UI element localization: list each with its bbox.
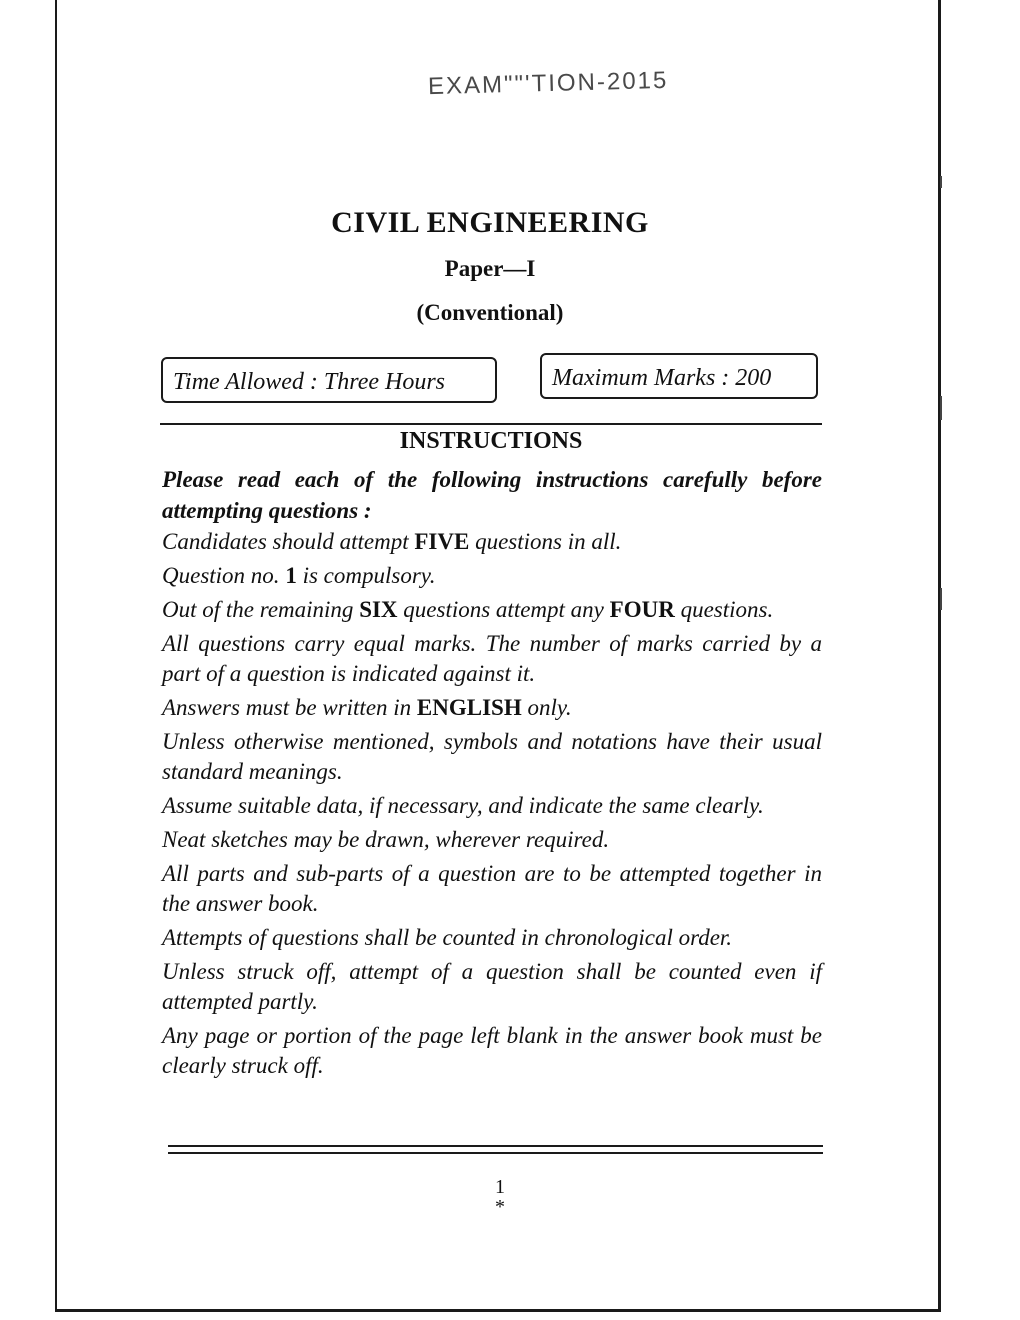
instructions-heading: INSTRUCTIONS bbox=[399, 428, 583, 454]
instruction-item bbox=[162, 727, 822, 787]
instructions-list bbox=[162, 527, 822, 1085]
instruction-item bbox=[162, 527, 822, 557]
instruction-item bbox=[162, 923, 822, 953]
instruction-text: Question no. bbox=[162, 563, 286, 588]
instruction-emphasis: SIX bbox=[359, 597, 398, 622]
page-number: 1 bbox=[495, 1176, 505, 1198]
scan-mark bbox=[940, 396, 942, 420]
instruction-text: All questions carry equal marks. The number of marks carried by a part of a question is indicated against it. bbox=[162, 631, 822, 686]
instructions-intro: Please read each of the following instructions carefully before attempting questions : bbox=[162, 467, 822, 523]
instruction-emphasis: ENGLISH bbox=[416, 695, 522, 720]
instruction-text: Any page or portion of the page left blank in the answer book must be clearly struck off. bbox=[162, 1023, 822, 1078]
paper-type: (Conventional) bbox=[416, 300, 564, 325]
instruction-text: Answers must be written in bbox=[162, 695, 417, 720]
instruction-text: only. bbox=[521, 695, 572, 720]
instruction-item bbox=[162, 629, 822, 689]
page-border-right bbox=[938, 0, 941, 1312]
instruction-emphasis: FOUR bbox=[609, 597, 675, 622]
instruction-item bbox=[162, 595, 822, 625]
exam-year-stamp: EXAM""'TION-2015 bbox=[427, 66, 669, 101]
instruction-item bbox=[162, 957, 822, 1017]
instruction-text: Candidates should attempt bbox=[162, 529, 415, 554]
instruction-item bbox=[162, 1021, 822, 1081]
instruction-text: Unless otherwise mentioned, symbols and notations have their usual standard meanings. bbox=[162, 729, 822, 784]
instruction-item bbox=[162, 561, 822, 591]
page-border-bottom bbox=[55, 1309, 941, 1312]
instruction-text: Unless struck off, attempt of a question shall be counted even if attempted partly. bbox=[162, 959, 822, 1014]
instruction-text: Neat sketches may be drawn, wherever required. bbox=[162, 827, 610, 852]
instruction-item bbox=[162, 693, 822, 723]
instruction-text: Out of the remaining bbox=[162, 597, 360, 622]
instruction-text: questions attempt any bbox=[397, 597, 610, 622]
instruction-text: questions in all. bbox=[469, 529, 622, 554]
header-divider bbox=[160, 423, 822, 425]
instruction-item bbox=[162, 859, 822, 919]
instruction-text: All parts and sub-parts of a question are to be attempted together in the answer book. bbox=[162, 861, 822, 916]
instruction-item bbox=[162, 791, 822, 821]
instruction-text: Assume suitable data, if necessary, and indicate the same clearly. bbox=[162, 793, 764, 818]
time-allowed-box: Time Allowed : Three Hours bbox=[161, 357, 497, 403]
instruction-item bbox=[162, 825, 822, 855]
footer-divider-top bbox=[168, 1145, 823, 1147]
instruction-text: is compulsory. bbox=[296, 563, 436, 588]
asterisk-mark: * bbox=[495, 1196, 505, 1218]
instruction-emphasis: FIVE bbox=[414, 529, 470, 554]
instruction-emphasis: 1 bbox=[285, 563, 297, 588]
scan-mark bbox=[940, 176, 942, 188]
subject-title: CIVIL ENGINEERING bbox=[331, 206, 649, 239]
instruction-text: Attempts of questions shall be counted in chronological order. bbox=[162, 925, 733, 950]
paper-number: Paper—I bbox=[444, 256, 536, 281]
scan-mark bbox=[940, 588, 942, 610]
page-border-left bbox=[55, 0, 57, 1312]
footer-divider-bottom bbox=[168, 1152, 823, 1154]
maximum-marks-box: Maximum Marks : 200 bbox=[540, 353, 818, 399]
instruction-text: questions. bbox=[674, 597, 774, 622]
